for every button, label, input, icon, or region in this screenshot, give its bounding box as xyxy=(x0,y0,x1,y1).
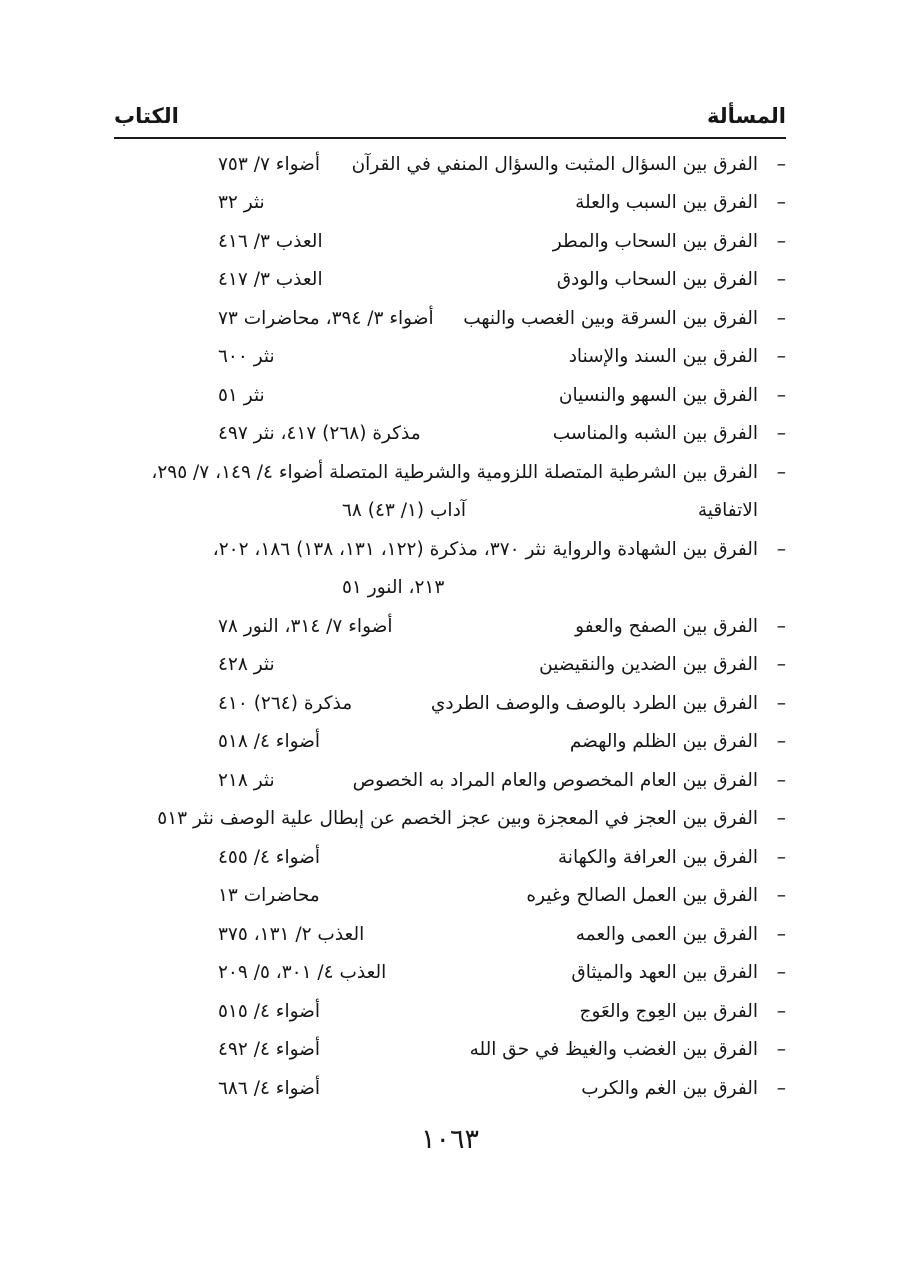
entry-title: الفرق بين الظلم والهضم xyxy=(569,731,758,753)
dash-marker: – xyxy=(776,423,786,445)
entry-title: الفرق بين السحاب والودق xyxy=(556,269,758,291)
entry-title: الفرق بين السؤال المثبت والسؤال المنفي في القرآن xyxy=(351,153,758,175)
entry-reference: أضواء ٤/ ٥١٥ xyxy=(218,1000,321,1022)
index-row xyxy=(114,723,786,762)
dash-marker: – xyxy=(776,1077,786,1099)
dash-marker: – xyxy=(776,153,786,175)
dash-marker: – xyxy=(776,538,786,560)
entry-title: الفرق بين الطرد بالوصف والوصف الطردي xyxy=(430,692,758,714)
entry-title: الفرق بين الغم والكرب xyxy=(581,1077,758,1099)
dash-marker: – xyxy=(776,923,786,945)
entry-reference: أضواء ٧/ ٣١٤، النور ٧٨ xyxy=(218,615,393,637)
entry-title: الفرق بين الشهادة والرواية xyxy=(552,538,758,560)
dash-marker: – xyxy=(776,885,786,907)
index-row xyxy=(114,415,786,454)
index-row xyxy=(114,646,786,685)
index-row xyxy=(114,184,786,223)
index-row xyxy=(114,453,786,492)
index-row xyxy=(114,684,786,723)
index-row xyxy=(114,800,786,839)
dash-marker: – xyxy=(776,230,786,252)
index-row xyxy=(114,954,786,993)
entry-reference: نثر ٣٢ xyxy=(218,192,265,214)
entry-reference: أضواء ٤/ ٤٥٥ xyxy=(218,846,321,868)
entry-title: الفرق بين العجز في المعجزة وبين عجز الخصم عن إبطال علية الوصف xyxy=(219,808,758,830)
entry-title: الفرق بين الشرطية المتصلة اللزومية والشرطية المتصلة xyxy=(329,461,758,483)
entry-reference: ٢١٣، النور ٥١ xyxy=(342,577,445,599)
dash-marker: – xyxy=(776,654,786,676)
index-row-continuation xyxy=(114,492,786,531)
dash-marker: – xyxy=(776,731,786,753)
entry-reference: أضواء ٧/ ٧٥٣ xyxy=(218,153,321,175)
dash-marker: – xyxy=(776,1000,786,1022)
entry-title: الفرق بين الشبه والمناسب xyxy=(552,423,758,445)
dash-marker: – xyxy=(776,962,786,984)
entry-title: الفرق بين الغضب والغيظ في حق الله xyxy=(469,1039,758,1061)
entry-title: الفرق بين الصفح والعفو xyxy=(575,615,758,637)
entry-reference: أضواء ٤/ ٦٨٦ xyxy=(218,1077,321,1099)
index-row xyxy=(114,261,786,300)
index-row xyxy=(114,145,786,184)
entry-reference: العذب ٤/ ٣٠١، ٥/ ٢٠٩ xyxy=(218,962,387,984)
entry-reference: مذكرة (٢٦٤) ٤١٠ xyxy=(218,692,353,714)
dash-marker: – xyxy=(776,846,786,868)
entry-title: الفرق بين السحاب والمطر xyxy=(552,230,758,252)
index-row xyxy=(114,761,786,800)
entry-reference: أضواء ٤/ ١٤٩، ٧/ ٢٩٥، xyxy=(151,461,324,483)
entry-title: الفرق بين العمل الصالح وغيره xyxy=(526,885,758,907)
entry-reference: مذكرة (٢٦٨) ٤١٧، نثر ٤٩٧ xyxy=(218,423,421,445)
index-row xyxy=(114,338,786,377)
index-row xyxy=(114,915,786,954)
entry-reference: نثر ٥١٣ xyxy=(157,808,214,830)
index-row xyxy=(114,1031,786,1070)
entry-reference: محاضرات ١٣ xyxy=(218,885,320,907)
dash-marker: – xyxy=(776,269,786,291)
column-header-issue: المسألة xyxy=(706,104,786,128)
entry-reference: أضواء ٣/ ٣٩٤، محاضرات ٧٣ xyxy=(218,307,434,329)
entry-reference: نثر ٢١٨ xyxy=(218,769,275,791)
dash-marker: – xyxy=(776,307,786,329)
entry-reference: أضواء ٤/ ٥١٨ xyxy=(218,731,321,753)
index-row xyxy=(114,1069,786,1108)
entry-title: الفرق بين السند والإسناد xyxy=(568,346,758,368)
entry-title: الاتفاقية xyxy=(697,500,758,522)
index-row xyxy=(114,607,786,646)
dash-marker: – xyxy=(776,192,786,214)
dash-marker: – xyxy=(776,808,786,830)
index-row xyxy=(114,838,786,877)
entry-reference: العذب ٣/ ٤١٦ xyxy=(218,230,323,252)
entry-reference: نثر ٤٢٨ xyxy=(218,654,275,676)
entry-title: الفرق بين الضدين والنقيضين xyxy=(539,654,758,676)
entry-title: الفرق بين العمى والعمه xyxy=(575,923,758,945)
index-row-continuation xyxy=(114,569,786,608)
dash-marker: – xyxy=(776,1039,786,1061)
entry-reference: أضواء ٤/ ٤٩٢ xyxy=(218,1039,321,1061)
dash-marker: – xyxy=(776,615,786,637)
index-row xyxy=(114,992,786,1031)
dash-marker: – xyxy=(776,346,786,368)
dash-marker: – xyxy=(776,384,786,406)
page-number: ١٠٦٣ xyxy=(420,1123,479,1155)
index-row xyxy=(114,530,786,569)
entry-title: الفرق بين العِوج والعَوج xyxy=(579,1000,758,1022)
index-row xyxy=(114,376,786,415)
entry-reference: نثر ٣٧٠، مذكرة (١٢٢، ١٣١، ١٣٨) ١٨٦، ٢٠٢، xyxy=(212,538,547,560)
entry-title: الفرق بين العرافة والكهانة xyxy=(557,846,758,868)
entry-reference: آداب (١/ ٤٣) ٦٨ xyxy=(342,500,466,522)
index-rows xyxy=(114,139,786,1108)
entry-title: الفرق بين السرقة وبين الغصب والنهب xyxy=(463,307,758,329)
entry-title: الفرق بين السبب والعلة xyxy=(575,192,758,214)
entry-title: الفرق بين السهو والنسيان xyxy=(558,384,758,406)
dash-marker: – xyxy=(776,461,786,483)
entry-reference: العذب ٣/ ٤١٧ xyxy=(218,269,323,291)
entry-title: الفرق بين العهد والميثاق xyxy=(571,962,758,984)
index-row xyxy=(114,877,786,916)
entry-reference: نثر ٦٠٠ xyxy=(218,346,275,368)
index-header xyxy=(114,0,786,139)
entry-reference: نثر ٥١ xyxy=(218,384,265,406)
index-row xyxy=(114,299,786,338)
column-header-book: الكتاب xyxy=(114,104,179,128)
dash-marker: – xyxy=(776,769,786,791)
entry-title: الفرق بين العام المخصوص والعام المراد به الخصوص xyxy=(352,769,758,791)
entry-reference: العذب ٢/ ١٣١، ٣٧٥ xyxy=(218,923,365,945)
dash-marker: – xyxy=(776,692,786,714)
index-row xyxy=(114,222,786,261)
